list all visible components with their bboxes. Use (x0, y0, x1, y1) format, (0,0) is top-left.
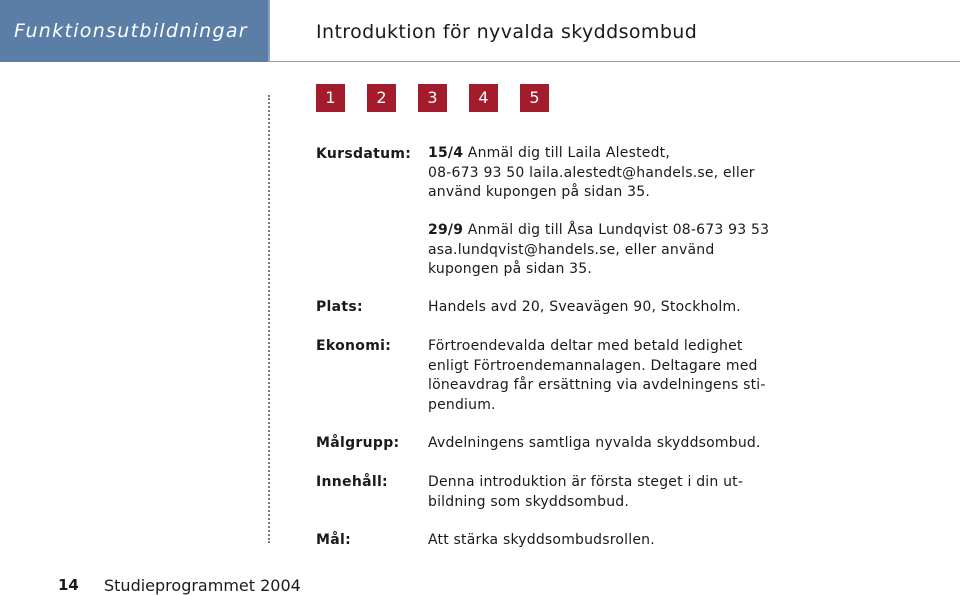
malgrupp-label: Målgrupp: (316, 435, 400, 451)
innehall-line-2: bildning som skyddsombud. (428, 493, 630, 510)
header-divider (270, 61, 960, 62)
section-title: Funktionsutbildningar (14, 20, 248, 42)
kursdatum-entry-2 (428, 221, 773, 280)
kursdatum-text-1b: 08-673 93 50 laila.alestedt@handels.se, eller (428, 164, 755, 181)
innehall-label: Innehåll: (316, 474, 388, 490)
step-tab-3[interactable]: 3 (418, 84, 447, 112)
dotted-divider (268, 95, 270, 543)
page-title: Introduktion för nyvalda skyddsombud (316, 21, 698, 43)
ekonomi-label: Ekonomi: (316, 338, 392, 354)
ekonomi-line-3: löneavdrag får ersättning via avdelningens sti- (428, 377, 766, 393)
ekonomi-line-4: pendium. (428, 396, 496, 413)
page-number: 14 (58, 576, 79, 594)
plats-text: Handels avd 20, Sveavägen 90, Stockholm. (428, 299, 741, 315)
kursdatum-text-1a: Anmäl dig till Laila Alestedt, (463, 145, 671, 161)
malgrupp-text: Avdelningens samtliga nyvalda skyddsombud. (428, 435, 761, 451)
ekonomi-line-2: enligt Förtroendemannalagen. Deltagare med (428, 357, 758, 374)
step-tab-4[interactable]: 4 (469, 84, 498, 112)
kursdatum-text-2b: asa.lundqvist@handels.se, eller använd (428, 241, 715, 258)
publication-name: Studieprogrammet 2004 (104, 576, 301, 595)
kursdatum-date-1: 15/4 (428, 145, 464, 161)
kursdatum-text-1c: använd kupongen på sidan 35. (428, 184, 650, 200)
kursdatum-date-2: 29/9 (428, 222, 464, 238)
step-tab-5[interactable]: 5 (520, 84, 549, 112)
step-tab-2[interactable]: 2 (367, 84, 396, 112)
kursdatum-label: Kursdatum: (316, 146, 412, 162)
innehall-text (428, 473, 773, 512)
ekonomi-line-1: Förtroendevalda deltar med betald ledighet (428, 338, 743, 354)
step-tab-1[interactable]: 1 (316, 84, 345, 112)
kursdatum-text-2c: kupongen på sidan 35. (428, 261, 593, 277)
plats-label: Plats: (316, 299, 363, 315)
mal-text: Att stärka skyddsombudsrollen. (428, 532, 655, 548)
kursdatum-text-2a: Anmäl dig till Åsa Lundqvist 08-673 93 53 (463, 222, 770, 238)
ekonomi-text (428, 337, 773, 415)
kursdatum-entry-1 (428, 144, 773, 203)
section-banner (0, 0, 270, 62)
mal-label: Mål: (316, 532, 351, 548)
innehall-line-1: Denna introduktion är första steget i din ut- (428, 474, 744, 490)
